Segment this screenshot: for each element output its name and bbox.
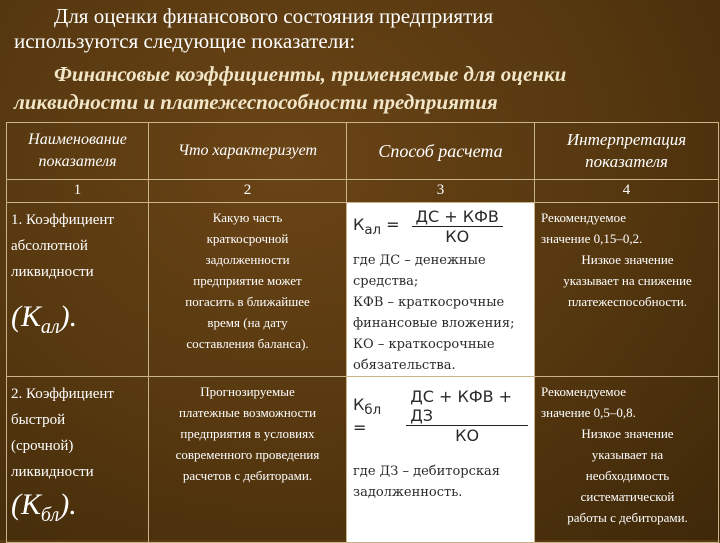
interp-line: Низкое значение (581, 252, 674, 267)
interp-line: указывает на снижение (563, 273, 692, 288)
characterizes-cell (149, 377, 347, 543)
column-number-row (7, 180, 719, 203)
interp-line: необходимость (585, 468, 670, 483)
what-line: Какую часть (212, 210, 283, 225)
name-line: 2. Коэффициент (11, 386, 114, 402)
what-line: погасить в ближайшее (185, 294, 310, 309)
what-line: предприятие может (193, 273, 302, 288)
what-line: составления баланса). (186, 336, 309, 351)
name-line: абсолютной (11, 238, 88, 254)
table-header-row (7, 123, 719, 180)
interp-line: платежеспособности. (567, 294, 688, 309)
header-interp: Интерпретация показателя (535, 123, 719, 180)
formula-denominator: КО (455, 426, 480, 445)
indicator-name-cell (7, 203, 149, 377)
what-line: время (на дату (207, 315, 288, 330)
intro-line-1: Для оценки финансового состояния предприятия (54, 4, 494, 28)
intro-line-2: используются следующие показатели: (14, 29, 356, 53)
name-line: быстрой (11, 412, 66, 428)
subtitle-line-2: ликвидности и платежеспособности предприятия (14, 90, 498, 114)
col-number: 4 (535, 180, 719, 203)
interp-line: Низкое значение (581, 426, 674, 441)
formula-numerator: ДС + КФВ + ДЗ (406, 387, 528, 426)
header-method: Способ расчета (347, 123, 535, 180)
what-line: платежные возможности (178, 405, 317, 420)
formula-note: где ДС – денежные средства; (353, 253, 486, 289)
what-line: Прогнозируемые (200, 384, 295, 399)
header-what: Что характеризует (149, 123, 347, 180)
name-line: (срочной) (11, 438, 74, 454)
what-line: предприятия в условиях (180, 426, 315, 441)
col-number: 3 (347, 180, 535, 203)
interp-line: Рекомендуемое (541, 384, 627, 399)
formula: $К_{бл}$ = $\frac{\text{ДС + КФВ + ДЗ}}{КО}$ (347, 377, 534, 449)
table-row (7, 203, 719, 377)
indicators-table (6, 122, 719, 543)
slide-subtitle (14, 60, 714, 116)
indicator-symbol: $(К_{бл})$. (11, 488, 77, 526)
formula-numerator: ДС + КФВ (412, 207, 503, 227)
col-number: 1 (7, 180, 149, 203)
indicator-symbol: $(К_{ал})$. (11, 300, 78, 338)
interp-line: значение 0,15–0,2. (541, 231, 643, 246)
formula: $К_{ал}$ = $\frac{\text{ДС + КФВ}}{КО}$ (347, 203, 534, 250)
header-name: Наименование показателя (7, 123, 149, 180)
subtitle-line-1: Финансовые коэффициенты, применяемые для оценки (54, 62, 567, 86)
calculation-method-cell (347, 203, 535, 377)
interp-line: Рекомендуемое (541, 210, 627, 225)
interp-line: работы с дебиторами. (567, 510, 688, 525)
what-line: задолженности (205, 252, 290, 267)
interp-line: значение 0,5–0,8. (541, 405, 636, 420)
what-line: краткосрочной (206, 231, 289, 246)
interp-line: систематической (580, 489, 675, 504)
table-row (7, 377, 719, 543)
characterizes-cell (149, 203, 347, 377)
indicator-name-cell (7, 377, 149, 543)
interp-line: указывает на (591, 447, 664, 462)
intro-text (14, 4, 714, 54)
formula-denominator: КО (445, 227, 470, 246)
name-line: ликвидности (11, 264, 94, 280)
calculation-method-cell (347, 377, 535, 543)
name-line: ликвидности (11, 464, 94, 480)
interpretation-cell (535, 203, 719, 377)
what-line: современного проведения (175, 447, 320, 462)
interpretation-cell (535, 377, 719, 543)
what-line: расчетов с дебиторами. (182, 468, 313, 483)
formula-note: где ДЗ – дебиторская задолженность. (353, 464, 500, 500)
formula-note: КО – краткосрочные обязательства. (353, 337, 495, 373)
col-number: 2 (149, 180, 347, 203)
formula-note: КФВ – краткосрочные финансовые вложения; (353, 295, 515, 331)
name-line: 1. Коэффициент (11, 212, 114, 228)
